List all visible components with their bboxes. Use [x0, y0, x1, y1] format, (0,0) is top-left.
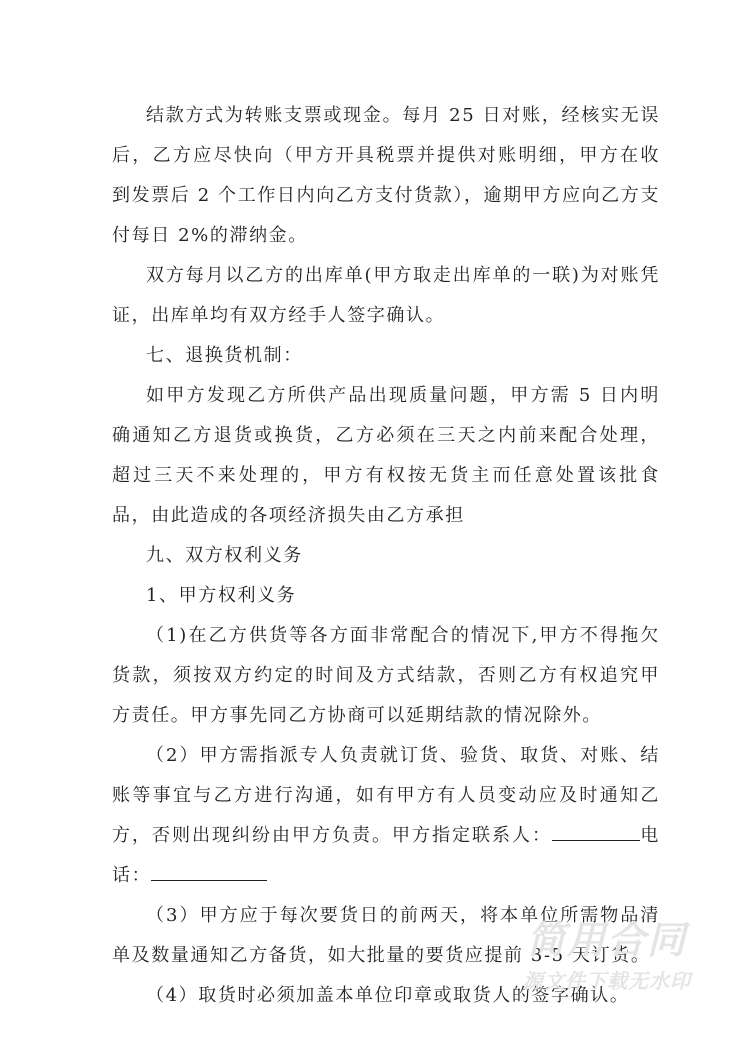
- clause-4-paragraph: （4）取货时必须加盖本单位印章或取货人的签字确认。: [146, 985, 630, 1006]
- returns-paragraph: 如甲方发现乙方所供产品出现质量问题，甲方需 5 日内明确通知乙方退货或换货，乙方必须在三天之内前来配合处理，超过三天不来处理的，甲方有权按无货主而任意处置该批食品，由此造成的各项经济损失由乙方承担: [112, 385, 660, 526]
- clause-2-paragraph: [112, 736, 660, 896]
- contact-person-blank[interactable]: [552, 822, 640, 841]
- reconciliation-paragraph: 双方每月以乙方的出库单(甲方取走出库单的一联)为对账凭证，出库单均有双方经手人签字确认。: [112, 265, 660, 326]
- clause-2-text: （2）甲方需指派专人负责就订货、验货、取货、对账、结账等事宜与乙方进行沟通，如有甲方有人员变动应及时通知乙方，否则出现纠纷由甲方负责。甲方指定联系人：: [112, 745, 660, 846]
- clause-3-paragraph: （3）甲方应于每次要货日的前两天，将本单位所需物品清单及数量通知乙方备货，如大批量的要货应提前 3-5 天订货。: [112, 905, 660, 966]
- payment-terms-paragraph: 结款方式为转账支票或现金。每月 25 日对账，经核实无误后，乙方应尽快向（甲方开具税票并提供对账明细，甲方在收到发票后 2 个工作日内向乙方支付货款），逾期甲方应向乙方支付每日 2%的滞纳金。: [112, 105, 660, 246]
- section-heading-rights: 九、双方权利义务: [146, 545, 303, 566]
- watermark-main-text: 简用合同: [526, 918, 687, 962]
- phone-label: 电话：: [112, 825, 660, 886]
- phone-blank[interactable]: [151, 862, 267, 881]
- watermark-sub-text: 源文件下载无水印: [523, 969, 691, 993]
- section-heading-returns: 七、退换货机制：: [146, 345, 303, 366]
- clause-1-paragraph: （1)在乙方供货等各方面非常配合的情况下,甲方不得拖欠货款，须按双方约定的时间及方式结款，否则乙方有权追究甲方责任。甲方事先同乙方协商可以延期结款的情况除外。: [112, 625, 660, 726]
- subsection-heading-party-a: 1、甲方权利义务: [146, 585, 297, 606]
- document-page: [112, 96, 660, 1016]
